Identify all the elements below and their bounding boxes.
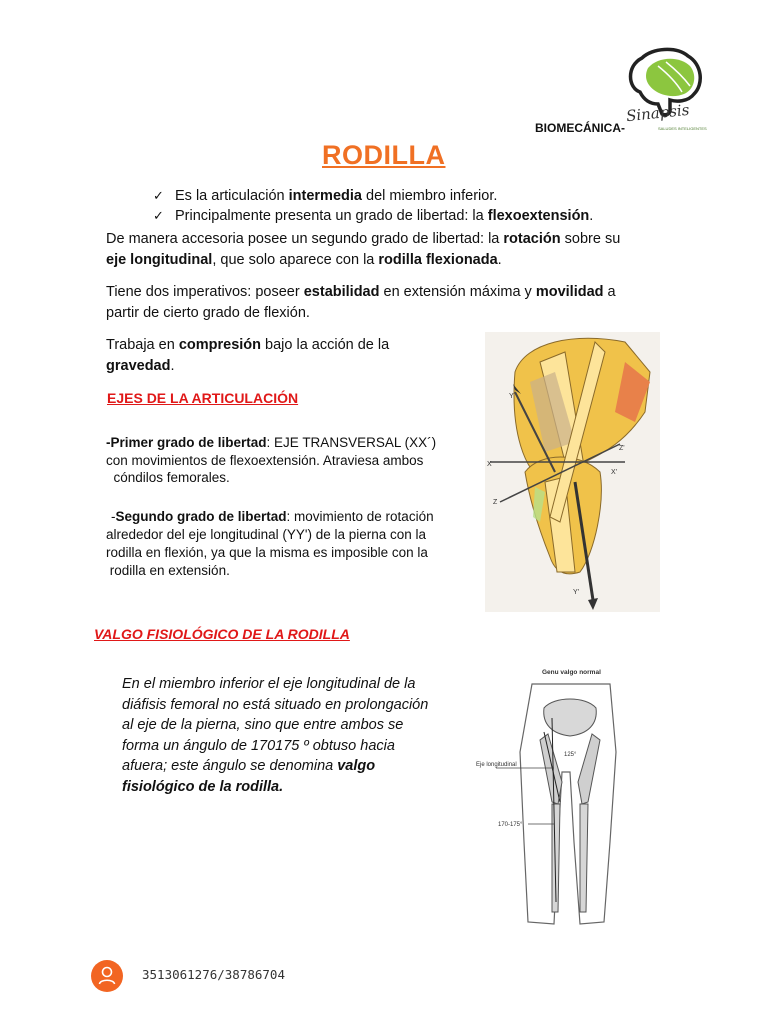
leg-skeleton-illustration <box>470 662 650 934</box>
footer-cut-text: -- <box>142 993 158 1001</box>
paragraph: Trabaja en compresión bajo la acción de la gravedad. <box>106 337 390 374</box>
section-label: BIOMECÁNICA- <box>535 121 625 135</box>
avatar-badge[interactable] <box>91 960 123 992</box>
figure-label-z: Z <box>493 499 498 506</box>
check-icon: ✓ <box>153 208 164 223</box>
figure-label-x: X <box>487 461 492 468</box>
knee-axes-figure <box>485 332 660 612</box>
figure-label-zp: Z' <box>619 445 625 452</box>
bullet-item: ✓ Principalmente presenta un grado de libertad: la flexoextensión. <box>153 206 593 227</box>
section-heading: VALGO FISIOLÓGICO DE LA RODILLA <box>94 626 350 642</box>
page-title: RODILLA <box>322 140 446 170</box>
axis-description: -Segundo grado de libertad: movimiento de rotación alrededor del eje longitudinal (YY') de la pierna con la rodilla en flexión, ya que la misma es imposible con la rodilla en extensión. <box>106 509 434 578</box>
paragraph: En el miembro inferior el eje longitudinal de la diáfisis femoral no está situado en prolongación al eje de la pierna, sino que entre ambos se forma un ángulo de 170175 º obtuso hacia afuera; este ángulo se denomina valgo fisiológico de la rodilla. <box>122 676 429 795</box>
logo-tagline: SALUDES INTELIGENTES <box>658 126 707 131</box>
check-icon: ✓ <box>153 188 164 203</box>
section-heading: EJES DE LA ARTICULACIÓN <box>107 390 299 406</box>
figure-label-yp: Y' <box>573 589 580 596</box>
genu-valgo-figure <box>470 662 650 934</box>
figure-title: Genu valgo normal <box>542 669 601 676</box>
figure-label-xp: X' <box>611 469 618 476</box>
logo-text: Sinapsis <box>625 100 691 126</box>
bullet-item: ✓ Es la articulación intermedia del miembro inferior. <box>153 186 497 207</box>
axis-description: -Primer grado de libertad: EJE TRANSVERSAL (XX´) con movimientos de flexoextensión. Atraviesa ambos cóndilos femorales. <box>106 435 437 485</box>
paragraph: Tiene dos imperativos: poseer estabilidad en extensión máxima y movilidad a partir de cierto grado de flexión. <box>106 284 616 321</box>
footer-phone: 3513061276/38786704 <box>142 967 285 982</box>
figure-label-170: 170-175° <box>498 822 523 828</box>
paragraph: De manera accesoria posee un segundo grado de libertad: la rotación sobre su eje longitudinal, que solo aparece con la rodilla flexionada. <box>106 231 621 268</box>
logo <box>618 44 708 136</box>
figure-label-125: 125° <box>564 752 577 758</box>
figure-label-y: Y <box>509 393 514 400</box>
knee-illustration <box>485 332 660 612</box>
user-icon <box>91 960 123 992</box>
figure-label-axis: Eje longitudinal <box>476 762 517 768</box>
